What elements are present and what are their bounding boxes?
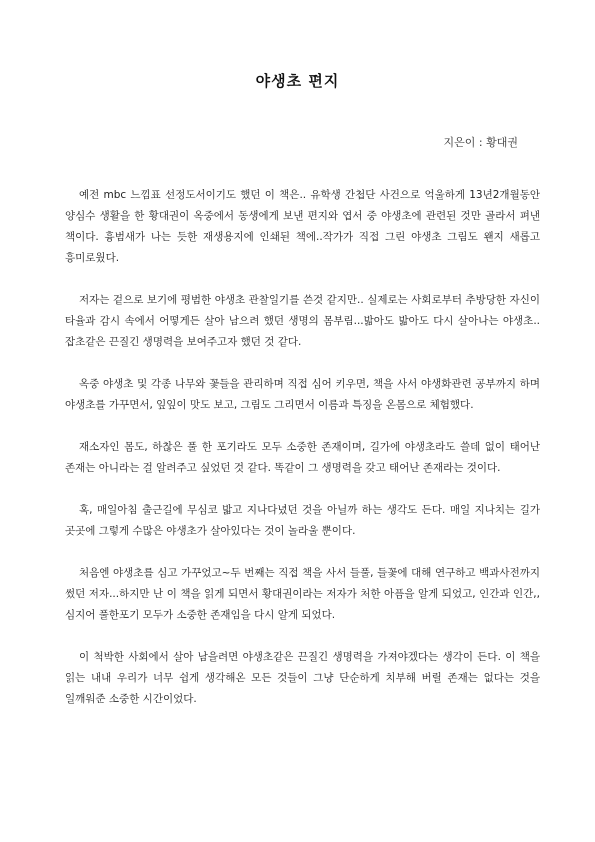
paragraph-text: 처음엔 야생초를 심고 가꾸었고~두 번째는 직접 책을 사서 들풀, 들꽃에 대해 연구하고 백과사전까지 썼던 저자...하지만 난 이 책을 읽게 되면서 황대권이라는 저자가 처한 아픔을 알게 되었고, 인간과 인간,,심지어 풀한포기 모두가 소중한 존재임을 다시 알게 되었다. <box>65 567 540 621</box>
author-line: 지은이 : 황대권 <box>443 136 518 149</box>
body-text <box>65 185 540 731</box>
paragraph-text: 저자는 겉으로 보기에 평범한 야생초 관찰일기를 쓴것 같지만.. 실제로는 사회로부터 추방당한 자신이 타율과 감시 속에서 어떻게든 살아 남으려 했던 생명의 몸부림...밟아도 밟아도 다시 살아나는 야생초..잡초같은 끈질긴 생명력을 보여주고자 했던 것 같다. <box>65 294 540 348</box>
paragraph-text: 혹, 매일아침 출근길에 무심코 밟고 지나다녔던 것을 아닐까 하는 생각도 든다. 매일 지나치는 길가 곳곳에 그렇게 수많은 야생초가 살아있다는 것이 놀라울 뿐이다. <box>65 504 540 537</box>
paragraph-text: 옥중 야생초 및 각종 나무와 꽃들을 관리하며 직접 심어 키우면, 책을 사서 야생화관련 공부까지 하며 야생초를 가꾸면서, 잎잎이 맛도 보고, 그림도 그리면서 이름과 특징을 온몸으로 체험했다. <box>65 378 540 411</box>
paragraph-text: 예전 mbc 느낌표 선정도서이기도 했던 이 책은.. 유학생 간첩단 사건으로 억울하게 13년2개월동안 양심수 생활을 한 황대권이 옥중에서 동생에게 보낸 편지와 엽서 중 야생초에 관련된 것만 골라서 펴낸 책이다. 흉범새가 나는 듯한 재생용지에 인쇄된 책에..작가가 직접 그린 야생초 그림도 왠지 새롭고 흥미로웠다. <box>65 189 540 264</box>
paragraph-text: 재소자인 몸도, 하찮은 풀 한 포기라도 모두 소중한 존재이며, 길가에 야생초라도 쓸데 없이 태어난 존재는 아니라는 걸 알려주고 싶었던 것 같다. 똑같이 그 생명력을 갖고 태어난 존재라는 것이다. <box>65 441 540 474</box>
page-title: 야생초 편지 <box>255 72 340 90</box>
paragraph-2 <box>65 290 540 353</box>
paragraph-7 <box>65 647 540 710</box>
paragraph-text: 이 척박한 사회에서 살아 남을려면 야생초같은 끈질긴 생명력을 가져야겠다는 생각이 든다. 이 책을 읽는 내내 우리가 너무 쉽게 생각해온 모든 것들이 그냥 단순하게 치부해 버릴 존재는 없다는 것을 일깨워준 소중한 시간이었다. <box>65 651 540 705</box>
paragraph-4 <box>65 437 540 479</box>
paragraph-5 <box>65 500 540 542</box>
paragraph-3 <box>65 374 540 416</box>
paragraph-6 <box>65 563 540 626</box>
paragraph-1 <box>65 185 540 269</box>
